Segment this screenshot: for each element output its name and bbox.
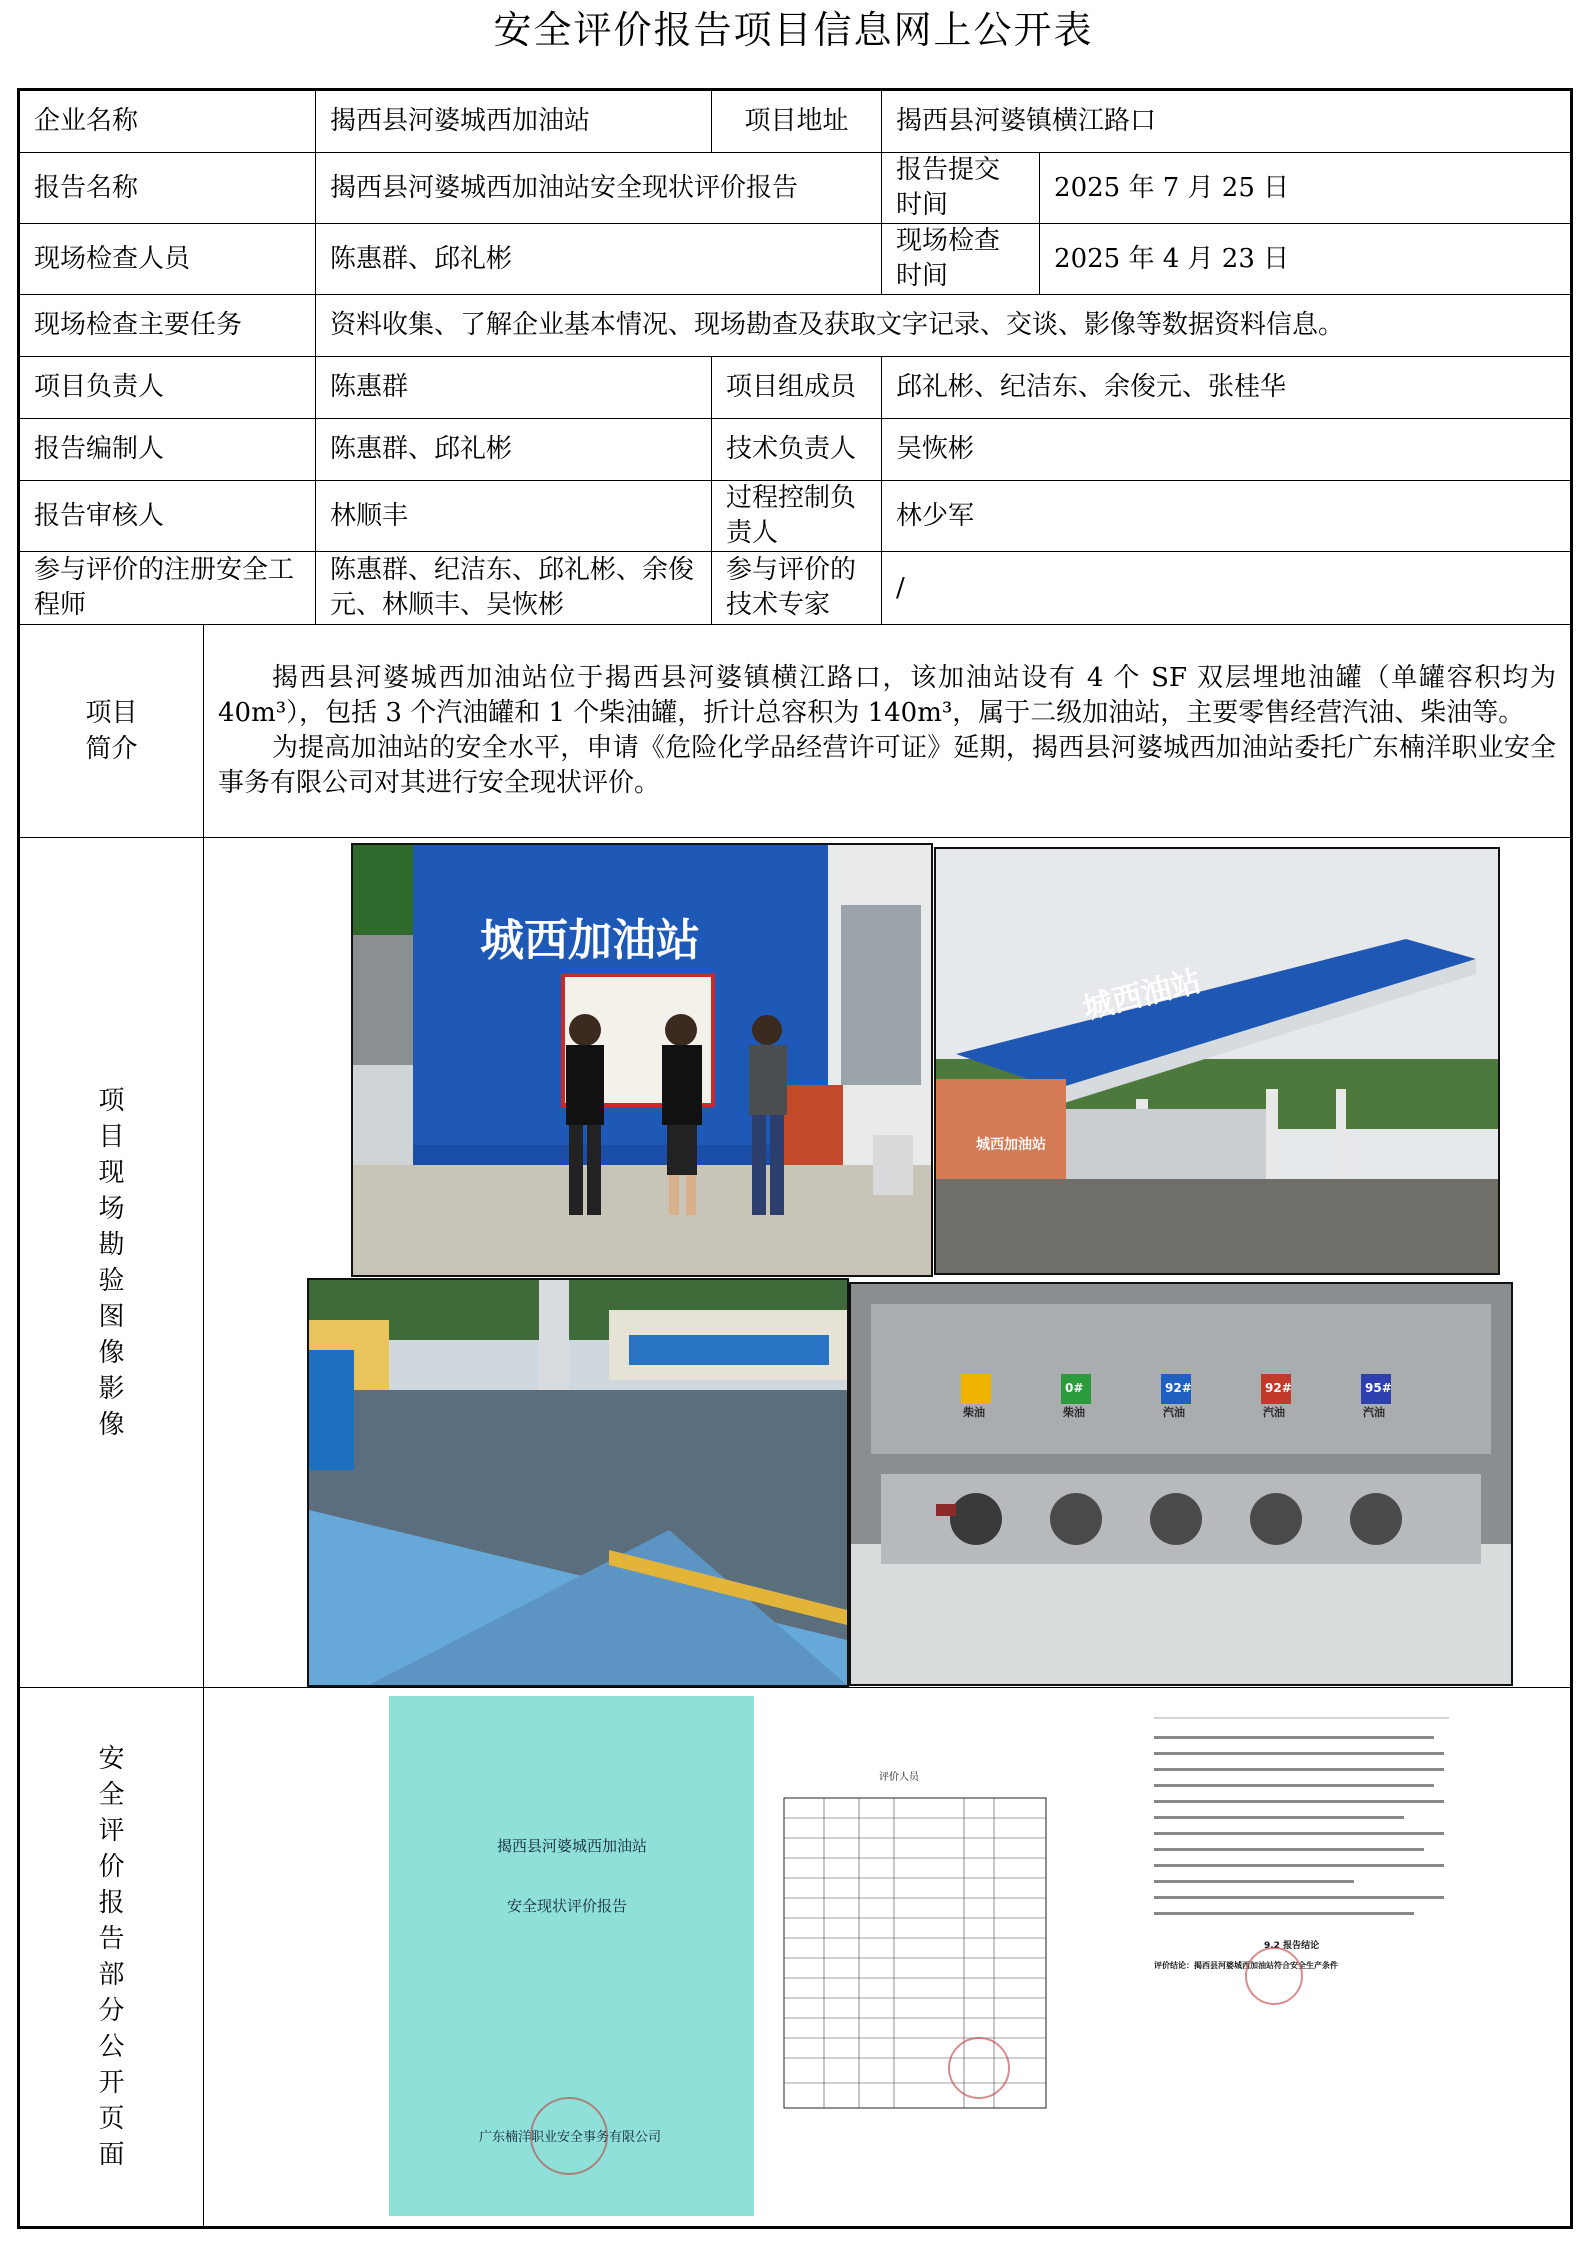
compiler-label: 报告编制人 (19, 419, 316, 481)
submit-time-value: 2025 年 7 月 25 日 (1040, 153, 1572, 224)
lane-label-4: 汽油 (1263, 1406, 1285, 1419)
engineers-label: 参与评价的注册安全工程师 (19, 552, 316, 625)
report-signature-page (764, 1728, 1064, 2208)
tech-lead-label: 技术负责人 (712, 419, 882, 481)
docs-cell (204, 1688, 1572, 2228)
lane-sign-4: 95# (1365, 1381, 1392, 1395)
photo-staff-in-front-of-station (351, 843, 933, 1277)
intro-text (204, 625, 1572, 838)
inspect-time-label: 现场检查时间 (882, 224, 1040, 295)
experts-value: / (882, 552, 1572, 625)
page-title: 安全评价报告项目信息网上公开表 (493, 8, 1094, 52)
docs-label: 安全评价报告部分公开页面 (19, 1688, 204, 2228)
lane-label-3: 汽油 (1163, 1406, 1185, 1419)
photo-station-canopy (934, 847, 1500, 1275)
company-value: 揭西县河婆城西加油站 (316, 90, 712, 153)
inspect-time-value: 2025 年 4 月 23 日 (1040, 224, 1572, 295)
lane-label-5: 汽油 (1363, 1406, 1385, 1419)
process-label: 过程控制负责人 (712, 481, 882, 552)
cover-org: 广东楠洋职业安全事务有限公司 (479, 2130, 662, 2145)
tech-lead-value: 吴恢彬 (882, 419, 1572, 481)
leader-label: 项目负责人 (19, 357, 316, 419)
experts-label: 参与评价的技术专家 (712, 552, 882, 625)
photo-sign-text: 城西加油站 (480, 915, 700, 966)
leader-value: 陈惠群 (316, 357, 712, 419)
lane-sign-2: 92# (1165, 1381, 1192, 1395)
conclusion-heading: 9.2 报告结论 (1264, 1941, 1320, 1951)
company-label: 企业名称 (19, 90, 316, 153)
report-cover-page (389, 1696, 754, 2216)
members-value: 邱礼彬、纪洁东、余俊元、张桂华 (882, 357, 1572, 419)
reviewer-value: 林顺丰 (316, 481, 712, 552)
compiler-value: 陈惠群、邱礼彬 (316, 419, 712, 481)
lane-sign-3: 92# (1265, 1381, 1292, 1395)
signature-title: 评价人员 (879, 1772, 919, 1783)
address-label: 项目地址 (712, 90, 882, 153)
report-name-label: 报告名称 (19, 153, 316, 224)
intro-paragraph-2: 为提高加油站的安全水平，申请《危险化学品经营许可证》延期，揭西县河婆城西加油站委托广东楠洋职业安全事务有限公司对其进行安全现状评价。 (218, 733, 1557, 798)
inspectors-label: 现场检查人员 (19, 224, 316, 295)
photo-forecourt-ground (307, 1278, 849, 1687)
cover-company: 揭西县河婆城西加油站 (497, 1837, 648, 1855)
photos-label: 项目现场勘验图像影像 (19, 838, 204, 1688)
reviewer-label: 报告审核人 (19, 481, 316, 552)
cover-title: 安全现状评价报告 (507, 1897, 628, 1915)
photo-tank-valves (849, 1282, 1513, 1686)
info-table (17, 88, 1573, 2229)
report-name-value: 揭西县河婆城西加油站安全现状评价报告 (316, 153, 882, 224)
photo-wall-text: 城西加油站 (976, 1137, 1046, 1153)
conclusion-text: 评价结论：揭西县河婆城西加油站符合安全生产条件 (1154, 1961, 1338, 1970)
photo-canopy-text: 城西油站 (1079, 963, 1205, 1027)
photos-cell (204, 838, 1572, 1688)
intro-label: 项目简介 (19, 625, 204, 838)
submit-time-label: 报告提交时间 (882, 153, 1040, 224)
lane-sign-1: 0# (1065, 1381, 1084, 1395)
engineers-value: 陈惠群、纪洁东、邱礼彬、余俊元、林顺丰、吴恢彬 (316, 552, 712, 625)
intro-paragraph-1: 揭西县河婆城西加油站位于揭西县河婆镇横江路口，该加油站设有 4 个 SF 双层埋地油罐（单罐容积均为 40m³），包括 3 个汽油罐和 1 个柴油罐，折计总容积为 140m³，属于二级加油站，主要零售经营汽油、柴油等。 (218, 663, 1557, 728)
lane-label-2: 柴油 (1063, 1406, 1085, 1419)
members-label: 项目组成员 (712, 357, 882, 419)
process-value: 林少军 (882, 481, 1572, 552)
lane-label-1: 柴油 (963, 1406, 985, 1419)
main-task-label: 现场检查主要任务 (19, 295, 316, 357)
report-conclusion-page (1134, 1696, 1469, 2216)
main-task-value: 资料收集、了解企业基本情况、现场勘查及获取文字记录、交谈、影像等数据资料信息。 (316, 295, 1572, 357)
address-value: 揭西县河婆镇横江路口 (882, 90, 1572, 153)
inspectors-value: 陈惠群、邱礼彬 (316, 224, 882, 295)
